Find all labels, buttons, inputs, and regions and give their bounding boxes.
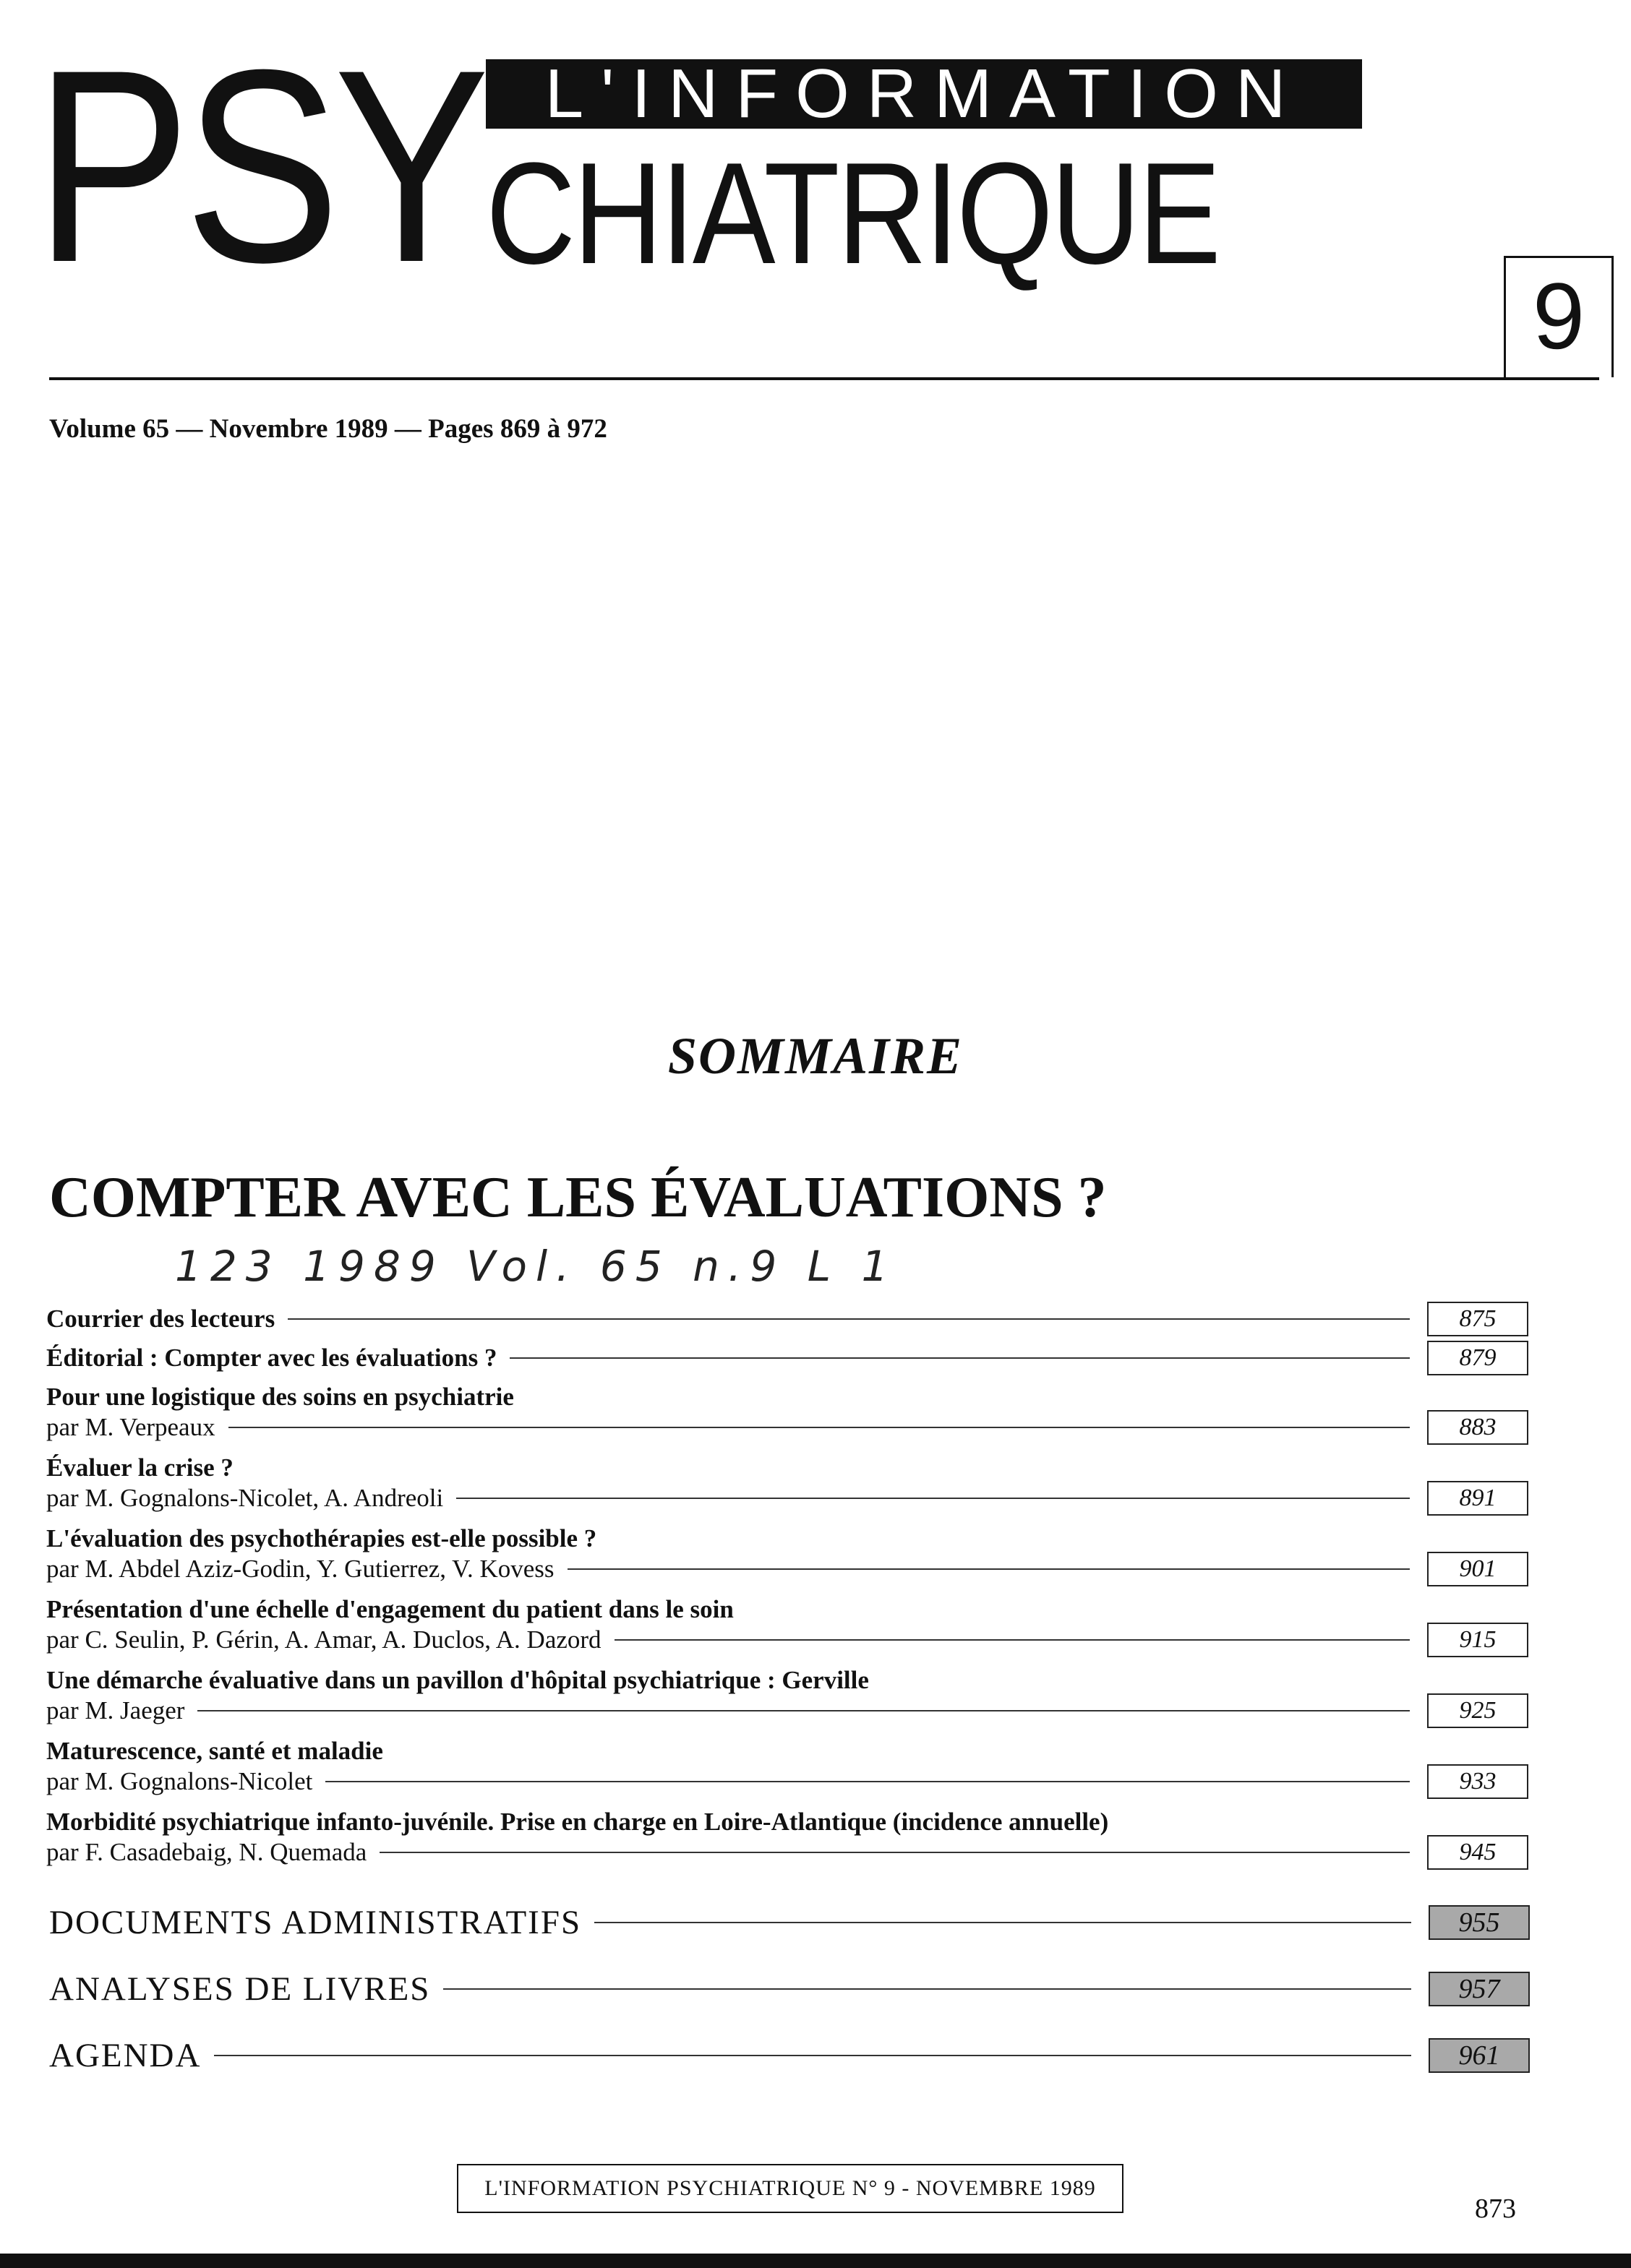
toc-item[interactable] <box>46 1665 1528 1726</box>
toc-authors: par F. Casadebaig, N. Quemada <box>46 1838 367 1866</box>
page-number-box: 945 <box>1427 1835 1528 1870</box>
page-number-box: 879 <box>1427 1341 1528 1375</box>
leader-line <box>325 1781 1410 1782</box>
leader-line <box>510 1357 1410 1359</box>
toc-authors: par M. Jaeger <box>46 1696 185 1724</box>
leader-line <box>594 1922 1411 1923</box>
page-number-box: 955 <box>1429 1905 1530 1940</box>
toc-title: Pour une logistique des soins en psychiatrie <box>46 1383 514 1411</box>
page-number-box: 915 <box>1427 1623 1528 1657</box>
toc-item[interactable] <box>46 1382 1528 1443</box>
leader-line <box>214 2055 1411 2056</box>
toc-title: Présentation d'une échelle d'engagement du patient dans le soin <box>46 1595 734 1623</box>
toc-authors: par M. Gognalons-Nicolet <box>46 1767 313 1795</box>
toc-item[interactable] <box>46 1343 1528 1373</box>
issue-number-box: 9 <box>1504 256 1614 377</box>
toc-item[interactable] <box>46 1807 1528 1868</box>
toc-item[interactable] <box>46 1594 1528 1655</box>
section-documents-administratifs[interactable] <box>49 1899 1530 1946</box>
journal-title-bottom: CHIATRIQUE <box>486 133 1219 294</box>
toc-item[interactable] <box>46 1453 1528 1513</box>
toc-authors: par M. Abdel Aziz-Godin, Y. Gutierrez, V. Kovess <box>46 1555 555 1583</box>
page-number-box: 961 <box>1429 2038 1530 2073</box>
theme-title: COMPTER AVEC LES ÉVALUATIONS ? <box>49 1166 1107 1229</box>
leader-line <box>615 1639 1410 1641</box>
page-number-box: 883 <box>1427 1410 1528 1445</box>
volume-meta-line: Volume 65 — Novembre 1989 — Pages 869 à 972 <box>49 414 607 444</box>
page-number: 873 <box>1475 2194 1516 2224</box>
leader-line <box>568 1568 1410 1570</box>
toc-authors: par C. Seulin, P. Gérin, A. Amar, A. Duclos, A. Dazord <box>46 1625 602 1654</box>
section-title: ANALYSES DE LIVRES <box>49 1970 431 2008</box>
toc-item[interactable] <box>46 1524 1528 1584</box>
leader-line <box>228 1427 1410 1428</box>
toc-title: Évaluer la crise ? <box>46 1453 234 1482</box>
footer-journal-issue: L'INFORMATION PSYCHIATRIQUE N° 9 - NOVEMBRE 1989 <box>457 2164 1123 2213</box>
page-number-box: 957 <box>1429 1972 1530 2006</box>
handwritten-annotation: 123 1989 Vol. 65 n.9 L 1 <box>175 1242 897 1291</box>
masthead-rule <box>49 377 1599 380</box>
page-number-box: 925 <box>1427 1693 1528 1728</box>
section-analyses-de-livres[interactable] <box>49 1966 1530 2012</box>
toc-title: Une démarche évaluative dans un pavillon d'hôpital psychiatrique : Gerville <box>46 1666 869 1694</box>
section-title: AGENDA <box>49 2037 202 2074</box>
leader-line <box>197 1710 1410 1711</box>
leader-line <box>288 1318 1410 1320</box>
toc-item[interactable] <box>46 1304 1528 1334</box>
toc-title: L'évaluation des psychothérapies est-elle possible ? <box>46 1524 597 1552</box>
toc-title: Éditorial : Compter avec les évaluations ? <box>46 1344 497 1372</box>
bottom-rule <box>0 2254 1631 2268</box>
toc-item[interactable] <box>46 1736 1528 1797</box>
journal-logo-psy: PSY <box>35 12 484 319</box>
journal-title-top: L'INFORMATION <box>486 59 1362 129</box>
page-number-box: 891 <box>1427 1481 1528 1516</box>
section-agenda[interactable] <box>49 2032 1530 2079</box>
section-title: DOCUMENTS ADMINISTRATIFS <box>49 1904 582 1941</box>
leader-line <box>380 1852 1410 1853</box>
toc-authors: par M. Gognalons-Nicolet, A. Andreoli <box>46 1484 444 1512</box>
toc-title: Maturescence, santé et maladie <box>46 1737 383 1765</box>
page-number-box: 901 <box>1427 1552 1528 1586</box>
leader-line <box>443 1988 1411 1990</box>
page-number-box: 933 <box>1427 1764 1528 1799</box>
toc-title: Courrier des lecteurs <box>46 1305 275 1333</box>
toc-authors: par M. Verpeaux <box>46 1413 215 1441</box>
toc-title: Morbidité psychiatrique infanto-juvénile. Prise en charge en Loire-Atlantique (incidence annuelle) <box>46 1808 1109 1836</box>
sommaire-heading: SOMMAIRE <box>667 1027 964 1085</box>
page-number-box: 875 <box>1427 1302 1528 1336</box>
leader-line <box>456 1498 1410 1499</box>
